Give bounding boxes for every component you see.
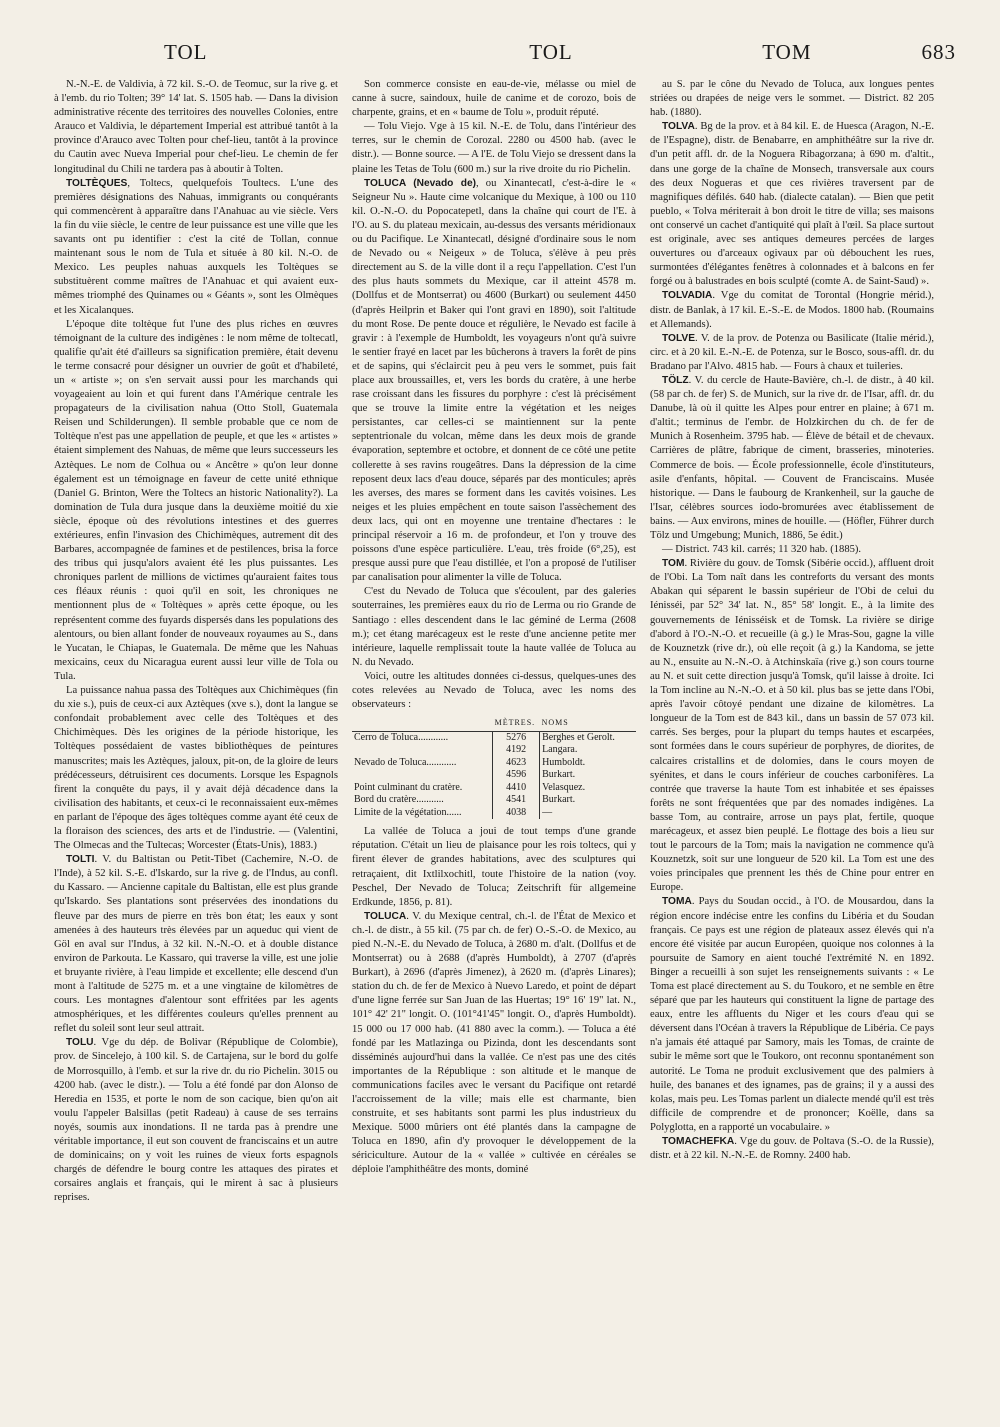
col-header-noms: NOMS bbox=[540, 716, 636, 731]
headword: TOLTÈQUES bbox=[66, 177, 128, 189]
entry-paragraph: C'est du Nevado de Toluca que s'écoulent, par des galeries souterraines, les premières eaux du rio de Lerma ou rio Grande de Santiago : elles descendent dans le lac géminé de Lerma (2608 m.); cet étang marécageux est le reste d'une ancienne petite mer intérieure, laquelle remplissait toute la haute vallée de Toluca au N. du Nevado. bbox=[352, 586, 636, 668]
headword: TOLTI bbox=[66, 854, 95, 866]
headword: TOLVA bbox=[662, 121, 695, 133]
headword: TOLUCA bbox=[364, 910, 407, 922]
table-row: Limite de la végétation...... 4038 — bbox=[354, 806, 553, 818]
entry-tolvadia: TOLVADIA. Vge du comitat de Torontal (Hongrie mérid.), distr. de Banlak, à 17 kil. E.-S.-E. de Modos. 1800 hab. (Roumains et Allemands). bbox=[650, 290, 934, 330]
entry-paragraph: — District. 743 kil. carrés; 11 320 hab. (1885). bbox=[662, 544, 862, 556]
altitude-table bbox=[352, 716, 636, 819]
table-row: Nevado de Toluca............ 4623 Humboldt. bbox=[354, 756, 586, 768]
header-left-word: TOL bbox=[164, 40, 208, 64]
table-row: 4192 Langara. bbox=[352, 744, 636, 757]
headword: TOM bbox=[662, 558, 685, 570]
entry-paragraph: N.-N.-E. de Valdivia, à 72 kil. S.-O. de Teomuc, sur la rive g. et à l'emb. du rio Tolten; 39° 14' lat. S. 1505 hab. — Dans la division administrative récente des territoires des nouvelles Colonies, entre Arauco et Valdivia, le département Imperial est attribué tantôt à la province d'Arauco avec Tolten pour chef-lieu, tantôt à la province du Cautin avec Nueva Imperial pour chef-lieu. Le chemin de fer longitudinal du Chili ne tardera pas à aboutir à Tolten. bbox=[54, 79, 338, 175]
table-row: Cerro de Toluca............ 5276 Berghes et Gerolt. bbox=[354, 731, 615, 743]
headword: TOLUCA (Nevado de) bbox=[364, 177, 477, 189]
headword: TOMACHEFKA bbox=[662, 1136, 735, 1148]
entry-paragraph: La vallée de Toluca a joui de tout temps d'une grande réputation. C'était un lieu de plaisance pour les rois toltecs, qui y firent élever de grandes habitations, avec des sculptures qui retraçaient, dit Ixtlilxochitl, toute l'histoire de la nation (voy. Peschel, Der Nevado de Toluca; Zeitschrift für allgemeine Erdkunde, 1856, p. 81). bbox=[352, 826, 636, 908]
entry-paragraph: L'époque dite toltèque fut l'une des plus riches en œuvres témoignant de la culture des indigènes : le nom même de toltecatl, qualifie qu'ait été d'ailleurs sa signification première, était devenu le terme consacré pour désigner un ouvrier de goût et d'habileté, un « artiste »; on s'en servait aussi pour les marchands qui voyageaient au loin et qui furent dans l'Amérique centrale les propagateurs de la civilisation nahua (Otto Stoll, Guatemala Reisen und Schilderungen). Il semble probable que ce nom de Toltèque n'est pas une appellation de peuple, et que les « artistes » étaient simplement des Nahuas, de même que leurs successeurs les Aztèques. Le nom de Colhua ou « Ancêtre » qu'on leur donne également est un témoignage en faveur de cette unité ethnique (Daniel G. Brinton, Were the Toltecs an historic Nationality?). La domination de Tula dura jusque dans la deuxième moitié du xie siècle, époque où des révolutions intestines et des guerres extérieures, enfin l'invasion des Chichimèques, autrement dit des Barbares, accompagnée de famines et de pestilences, brisa la force des tribus qui jusqu'alors avaient été les plus puissantes. Les chroniques parlent de millions de victimes qu'auraient faites tous ces fléaux réunis : quoi qu'il en soit, les chroniques ne mentionnent plus de « Toltèques » après cette époque, ou les représentent comme des fuyards dispersés dans les populations des alentours, ou bien allant fonder de nouveaux royaumes au S., dans le Yucatan, le Chiapas, le Guatemala. De même que les Nahuas mexicains, ceux du Nicaragua eurent aussi leur ville de Tola ou Tula. bbox=[54, 318, 338, 682]
entry-toluca-ville: TOLUCA. V. du Mexique central, ch.-l. de l'État de Mexico et ch.-l. de distr., à 55 kil. (75 par ch. de fer) O.-S.-O. de Mexico, au pied N.-N.-E. du Nevado de Toluca, à 2680 m. d'alt. (Dollfus et de Montserrat) ou à 2688 (d'après Humboldt), à 2707 (d'après Burkart), à 2696 (d'après Jimenez), à 2620 m. (d'après Linares); station du ch. de fer de Mexico à Nuevo Laredo, et point de départ d'une ligne ferrée sur San Juan de las Huertas; 19° 16' 19" lat. N., 101° 42' 21" longit. O. (101°41'45" longit. O., d'après Humboldt). 15 000 ou 17 000 hab. (41 880 avec la comm.). — Toluca a été fondé par les Matlazinga ou Pizinda, dont les descendants sont disséminés aujourd'hui dans la vallée. Ce n'est pas une des cités importantes de la République : son altitude et le manque de communications faciles avec le versant du Pacifique ont retardé l'accroissement de la ville; mais elle est charmante, bien construite, et ses habitants sont parmi les plus industrieux du Mexique. 5000 mûriers ont été plantés dans la campagne de Toluca en 1890, afin d'y provoquer le développement de la sériciculture. Autour de la « vallée » cultivée en céréales se déploie l'amphithéâtre des monts, dominé bbox=[352, 910, 636, 1176]
entry-toltèques: TOLTÈQUES, Toltecs, quelquefois Toultecs. L'une des premières désignations des Nahuas, immigrants ou conquérants qui commencèrent à apparaître dans l'Anahuac au vie siècle. Vers la fin du viie siècle, le centre de leur puissance est une ville que les savants ont pu identifier : c'est la cité de Tollan, connue maintenant sous le nom de Tula et située à 80 kil. N.-O. de Mexico. Les peuples nahuas auxquels les Toltèques se substituèrent comme maîtres de l'Anahuac et qui avaient eux-mêmes triomphé des Quinames ou « Géants », sont les Olmèques et les Xicalanques. bbox=[54, 177, 338, 316]
running-header bbox=[54, 40, 956, 70]
entry-tolve: TOLVE. V. de la prov. de Potenza ou Basilicate (Italie mérid.), circ. et à 20 kil. E.-N.-E. de Potenza, sur le Bosco, sous-affl. dr. du Bradano par l'Alvo. 4815 hab. — Fours à chaux et tuileries. bbox=[650, 332, 934, 372]
column-2 bbox=[352, 78, 636, 1178]
entry-toma: TOMA. Pays du Soudan occid., à l'O. de Mousardou, dans la région encore indécise entre les confins du Libéria et du Soudan français. Ce pays est une région de plateaux assez élevés qui n'a encore été visitée par aucun Européen, quoique nos colonnes à la poursuite de Samory en aient touché l'extrémité N. en 1892. Binger a recueilli à son sujet les renseignements suivants : « Le Toma est placé directement au S. du Toukoro, et ne semble en être séparé que par les hauteurs qui constituent la ligne de partage des eaux, entre les affluents du Niger et les cours d'eau qui se déversent dans l'Océan à travers la République de Libéria. Ce pays n'a jamais été attaqué par Samory, mais les Tomas, de crainte de subir le même sort que le Toukoro, ont reconnu spontanément son autorité. Le Toma ne produit exclusivement que des palmiers à huile, des bananes et des ignames, pas de grains; il y a aussi des kolas, mais peu. Les Tomas parlent un dialecte mendé qu'il est très difficile de comprendre et de prononcer; Koëlle, dans sa Polyglotta, en a rapporté un vocabulaire. » bbox=[650, 896, 934, 1133]
entry-tolz: TÖLZ. V. du cercle de Haute-Bavière, ch.-l. de distr., à 40 kil. (58 par ch. de fer) S. de Munich, sur la rive dr. de l'Isar, affl. dr. du Danube, là où il quitte les Alpes pour entrer en plaine; à 671 m. d'altit.; terminus de l'embr. de Holzkirchen du ch. de fer de Munich à Rosenheim. 3795 hab. — Élève de bétail et de chevaux. Carrières de plâtre, fabrique de ciment, brasseries, minoteries. Commerce de bois. — École professionnelle, école d'instituteurs, asile d'enfants, hôpital. — Couvent de Franciscains. Musée historique. — Dans le faubourg de Krankenheil, sur la gauche de l'Isar, célèbres sources iodo-bromurées avec établissement de bains. — Aux environs, mines de houille. — (Höfler, Führer durch Tölz und Umgebung; Munich, 1886, 5e édit.) bbox=[650, 374, 934, 541]
page-number: 683 bbox=[921, 40, 956, 64]
col-header-metres: MÈTRES. bbox=[493, 716, 540, 731]
entry-tolti: TOLTI. V. du Baltistan ou Petit-Tibet (Cachemire, N.-O. de l'Inde), à 52 kil. S.-E. d'Iskardo, sur la rive g. de l'Indus, au confl. du Kassaro. — Ancienne capitale du Baltistan, elle est plus grande qu'Iskardo. Ses plantations sont préservées des inondations du fleuve par des murs de pierre en très bon état; les eaux y sont amenées à des hauteurs très élevées par un aqueduc qui vient de Göl en aval sur l'Indus, à 32 kil. N.-N.-O. et à double distance environ de Parkouta. Le Kassaro, qui traverse la ville, est une jolie et bruyante rivière, à l'eau limpide et excellente; elle descend d'un mont à l'altitude de 5275 m. et a une vingtaine de kilomètres de cours. Les montagnes d'alentour sont effritées par les agents atmosphériques, et les différentes couleurs qu'elles prennent au reflet du soleil sont leur seul attrait. bbox=[54, 854, 338, 1035]
header-right bbox=[686, 40, 956, 65]
entry-paragraph: La puissance nahua passa des Toltèques aux Chichimèques (fin du xie s.), puis de ceux-ci aux Aztèques (xve s.), dont la langue se confondait probablement avec celle des Toltèques et des Chichimèques. Dès les origines de la période historique, les Toltèques possédaient de vastes bibliothèques de peintures manuscrites; mais les Aztèques, jaloux, pit-on, de la gloire de leurs prédécesseurs, détruisirent ces documents. Lorsque les Espagnols firent la conquête du pays, il y avait déjà décadence dans la civilisation des habitants, et ceux-ci le reconnaissaient eux-mêmes en parlant de l'époque des âges toltèques comme ayant été ceux de la floraison des sciences, des arts et de l'industrie. — (Valentini, The Olmecas and the Tultecas; Worcester (États-Unis), 1883.) bbox=[54, 685, 338, 852]
entry-tolva: TOLVA. Bg de la prov. et à 84 kil. E. de Huesca (Aragon, N.-E. de l'Espagne), distr. de Benabarre, en amphithéâtre sur la rive dr. d'un petit affl. dr. de la Noguera Ribagorzana; à 690 m. d'altit., dans une gorge de la chaîne de Monsech, transversale aux cours des deux Nogueras et que ces rivières traversent par de magnifiques défilés. 640 hab. (dialecte catalan). — Bien que petit pueblo, « Tolva mériterait à bon droit le titre de villa; ses maisons ont conservé un cachet d'antiquité qui plaît à l'œil. Sa place surtout est originale, avec ses antiques demeures percées de larges ouvertures ou d'arceaux ogivaux par où débouchent les rues, surmontées d'élégantes fenêtres à colonnades et à balcons en fer forgé ou à balustrades en bois sculpté (comte A. de Saint-Saud) ». bbox=[650, 121, 934, 288]
headword: TOLVADIA bbox=[662, 290, 713, 302]
table-row: 4596 Burkart. bbox=[352, 769, 636, 782]
entry-toluca-nevado: TOLUCA (Nevado de), ou Xinantecatl, c'est-à-dire le « Seigneur Nu ». Haute cime volcanique du Mexique, à 100 ou 110 kil. O.-N.-O. du Popocatepetl, dans la chaîne qui court de l'E. à l'O. au S. du plateau mexicain, au-dessus des versants méridionaux ou du Pacifique. Le Xinantecatl, désigné d'ordinaire sous le nom de Nevado ou « Neigeux » de Toluca, s'élève à peu près directement au S. de la ville dont il a reçu l'appellation. C'est l'un des plus hauts sommets du Mexique, car il atteint 4578 m. (Dollfus et de Montserrat) ou 4600 (Burkart) ou seulement 4450 (d'après Heilprin et Baker qui l'ont gravi en 1890), soit l'altitude du mont Rose. De pente douce et régulière, le Nevado est facile à gravir : à l'exemple de Humboldt, les voyageurs n'ont qu'à suivre le sentier frayé en lacet par les bûcherons à travers la forêt de pins et de sapins, qui s'éclaircit peu à peu vers le sommet, puis fait place aux broussailles, et, vers les bords du cratère, à une herbe rase croissant dans les fissures du porphyre : c'est là précisément que se trouve la limite entre la végétation et les neiges persistantes, car celles-ci se maintiennent sur la pente septentrionale du volcan, même dans les deux mois de grande évaporation, septembre et octobre, et donnent de ce côté une petite collerette à ses ravins rougeâtres. Dans la dépression de la cime reposent deux lacs d'eau douce, séparés par des monticules; après les averses, des mares se forment dans les cavités voisines. Les neiges et les pluies empêchent en toute saison l'assèchement des deux lacs, qui ont en moyenne une trentaine d'hectares : le principal réservoir a 16 m. de profondeur, et l'on y trouve des poissons d'une espèce particulière. L'eau, très froide (6°,25), est presque aussi pure que l'eau distillée, et l'on a proposé de l'utiliser par canalisation pour alimenter la ville de Toluca. bbox=[352, 177, 636, 584]
entry-paragraph: Voici, outre les altitudes données ci-dessus, quelques-unes des cotes relevées au Nevado de Toluca, avec les noms des observateurs : bbox=[352, 670, 636, 711]
entry-tom: TOM. Rivière du gouv. de Tomsk (Sibérie occid.), affluent droit de l'Obi. La Tom naît dans les contreforts du versant des monts Abakan qui séparent le bassin supérieur de l'Obi de celui du Iénisséi, par 52° 34' lat. N., 85° 58' longit. E., à la limite des gouvernements de Iénisséisk et de Tomsk. La rivière se dirige d'abord à l'O.-N.-O. et recueille (à g.) le Mras-Sou, gagne la ville de Kouznetzk (rive dr.), où elle reçoit (à g.) la Kandoma, se jette au N., ensuite au N.-N.-O. à Atchinskaïa (rive g.) son cours tourne au N. et suit cette direction jusqu'à Tomsk, qu'il laisse à droite. Ici la Tom incline au N.-N.-O. et à 50 kil. plus bas se jette dans l'Obi, après l'avoir côtoyé pendant une dizaine de kilomètres. La longueur de la Tom est de 843 kil., dans un bassin de 57 073 kil. carrés. Ses berges, pour la plupart du temps hautes et escarpées, sont formées dans le cours supérieur de porphyres, de diorites, de calcaires cristallins et de dolomies, dans le cours moyen de syénites, et dans le cours inférieur de couches carbonifères. La contrée que traverse la haute Tom est inhabitée et ses épaisses forêts ne sont fréquentées que par des nomades indigènes. La basse Tom, au contraire, arrose un pays plat, fertile, quoque marécageux, et assez bien peuplé. Le flottage des bois a lieu sur tout le parcours de la Tom; mais la navigation ne commence qu'à Kouznetzk, soit sur une longueur de 520 kil. La Tom est une des voies principales que prennent les thés de Chine pour entrer en Europe. bbox=[650, 558, 934, 894]
headword: TOLU bbox=[66, 1037, 94, 1049]
column-3 bbox=[650, 78, 934, 1163]
header-right-word: TOM bbox=[762, 40, 812, 64]
entry-tolu: TOLU. Vge du dép. de Bolivar (République de Colombie), prov. de Sincelejo, à 100 kil. S. de Cartajena, sur le bord du golfe de Morrosquillo, à l'emb. et sur la rive dr. du rio Pichelin. 3015 ou 4200 hab. (avec le distr.). — Tolu a été fondé par don Alonso de Heredia en 1535, et porte le nom de son cacique, bien qu'on ait voulu l'appeler Balsillas (petit Radeau) à cause de ses terrains noyés, soumis aux inondations. Il ne tarda pas à prendre une véritable importance, il eut son couvent de franciscains et un autre de dominicains; on y voit les ruines de vieux forts espagnols chargés de défendre le bourg contre les attaques des pirates et corsaires anglais et français, qui le mirent à sac à plusieurs reprises. bbox=[54, 1037, 338, 1204]
headword: TOLVE bbox=[662, 332, 696, 344]
headword: TOMA bbox=[662, 896, 692, 908]
header-center-word: TOL bbox=[529, 40, 573, 64]
column-1 bbox=[54, 78, 338, 1206]
entry-tomachefka: TOMACHEFKA. Vge du gouv. de Poltava (S.-O. de la Russie), distr. et à 22 kil. N.-N.-E. de Romny. 2400 hab. bbox=[650, 1136, 934, 1162]
table-row: Point culminant du cratère. 4410 Velasquez. bbox=[354, 781, 586, 793]
entry-paragraph: Son commerce consiste en eau-de-vie, mélasse ou miel de canne à sucre, saindoux, huile de canime et de corozo, bois de charpente, grains, et en « baume de Tolu », produit réputé. bbox=[352, 79, 636, 119]
headword: TÖLZ bbox=[662, 374, 689, 386]
entry-tolu-viejo: — Tolu Viejo. Vge à 15 kil. N.-E. de Tolu, dans l'intérieur des terres, sur le chemin de Corozal. 2280 ou 4500 hab. (avec le distr.). — Bonne source. — A l'E. de Tolu Viejo se dressent dans la plaine les Tetas de Tolu (600 m.) sur la rive droite du rio Pichelin. bbox=[352, 121, 636, 175]
table-row: Bord du cratère........... 4541 Burkart. bbox=[354, 794, 576, 806]
entry-paragraph: au S. par le cône du Nevado de Toluca, aux longues pentes striées ou drapées de neige vers le sommet. — District. 82 205 hab. (1880). bbox=[650, 79, 934, 119]
